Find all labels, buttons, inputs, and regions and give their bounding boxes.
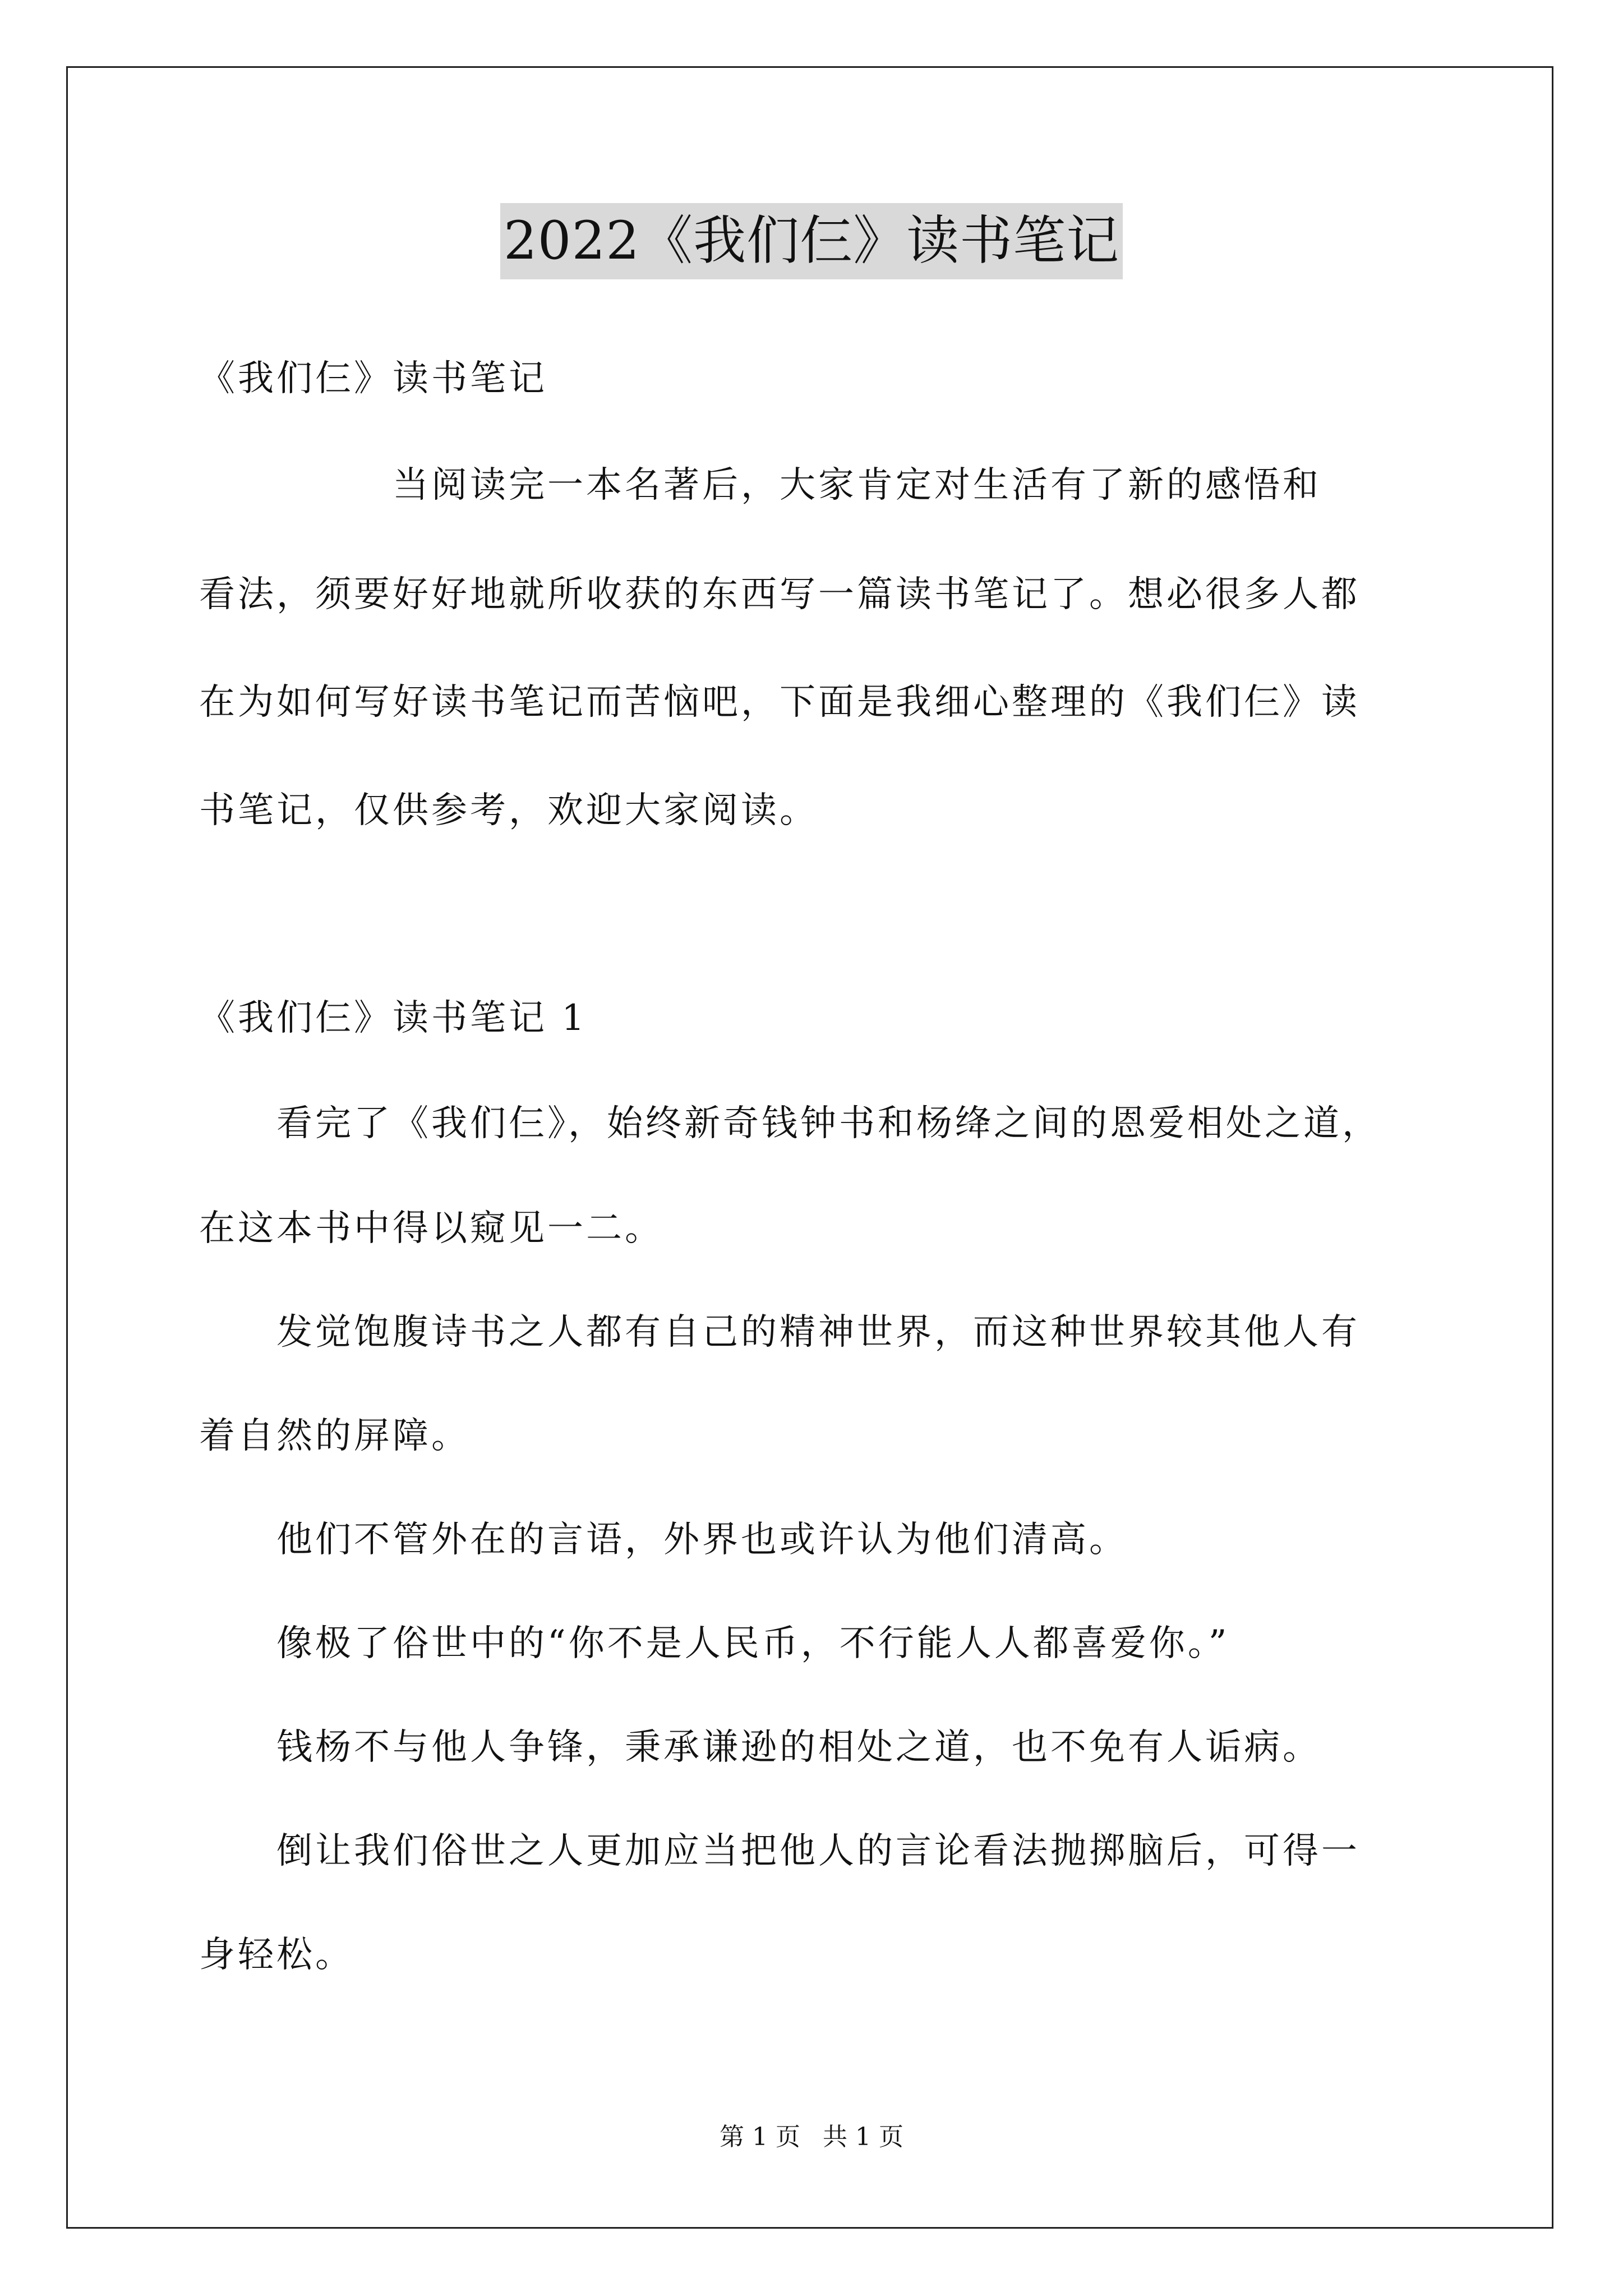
paragraph-line: 钱杨不与他人争锋，秉承谦逊的相处之道，也不免有人诟病。 — [199, 1727, 1321, 1768]
paragraph-line: 发觉饱腹诗书之人都有自己的精神世界，而这种世界较其他人有 — [199, 1312, 1360, 1353]
section-heading-intro: 《我们仨》读书笔记 — [199, 358, 547, 399]
page-footer — [0, 2120, 1623, 2154]
paragraph-line: 身轻松。 — [199, 1934, 354, 1976]
paragraph-line: 像极了俗世中的“你不是人民币，不行能人人都喜爱你。” — [199, 1623, 1230, 1664]
paragraph-line: 看法，须要好好地就所收获的东西写一篇读书笔记了。想必很多人都 — [199, 574, 1360, 615]
paragraph-line: 着自然的屏障。 — [199, 1415, 470, 1457]
page-number-current: 第 1 页 — [720, 2123, 800, 2151]
paragraph-line: 看完了《我们仨》，始终新奇钱钟书和杨绛之间的恩爱相处之道， — [199, 1103, 1381, 1144]
paragraph-line: 在这本书中得以窥见一二。 — [199, 1208, 663, 1249]
paragraph-line: 他们不管外在的言语，外界也或许认为他们清高。 — [199, 1519, 1128, 1561]
paragraph-line: 倒让我们俗世之人更加应当把他人的言论看法抛掷脑后，可得一 — [199, 1830, 1360, 1872]
paragraph-line: 在为如何写好读书笔记而苦恼吧，下面是我细心整理的《我们仨》读 — [199, 682, 1360, 723]
section-heading-1: 《我们仨》读书笔记 1 — [199, 997, 588, 1039]
document-title: 2022《我们仨》读书笔记 — [500, 203, 1123, 279]
page-number-total: 共 1 页 — [823, 2123, 903, 2151]
title-container — [0, 203, 1623, 279]
paragraph-line: 当阅读完一本名著后，大家肯定对生活有了新的感悟和 — [199, 464, 1321, 506]
paragraph-line: 书笔记，仅供参考，欢迎大家阅读。 — [199, 790, 818, 831]
